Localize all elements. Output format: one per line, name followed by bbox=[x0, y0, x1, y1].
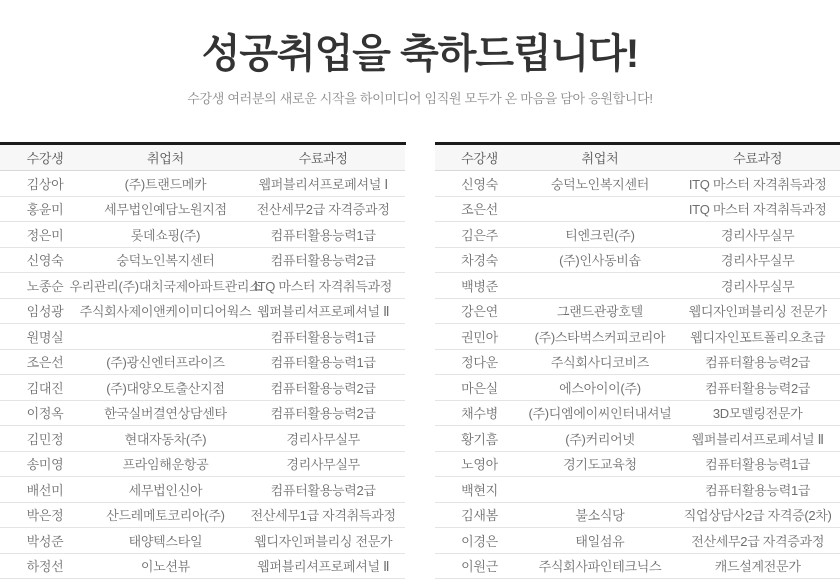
course-cell: 직업상담사2급 자격증(2차) bbox=[675, 503, 840, 529]
student-cell: 황기흠 bbox=[435, 426, 525, 452]
student-cell: 임성광 bbox=[0, 299, 90, 325]
student-cell: 권민아 bbox=[435, 324, 525, 350]
student-cell: 마은실 bbox=[435, 375, 525, 401]
employer-cell: 프라임해운항공 bbox=[90, 452, 241, 478]
employer-cell: 숭덕노인복지센터 bbox=[90, 248, 241, 274]
course-cell: ITQ 마스터 자격취득과정 bbox=[241, 273, 406, 299]
student-cell: 백현지 bbox=[435, 477, 525, 503]
course-cell: 컴퓨터활용능력1급 bbox=[675, 452, 840, 478]
page-title: 성공취업을 축하드립니다! bbox=[201, 32, 639, 76]
student-cell: 강은연 bbox=[435, 299, 525, 325]
course-cell: 컴퓨터활용능력2급 bbox=[675, 350, 840, 376]
course-cell: 웹퍼블리셔프로페셔널 Ⅱ bbox=[675, 426, 840, 452]
column-header-course: 수료과정 bbox=[675, 145, 840, 171]
course-cell: 웹디자인포트폴리오초급 bbox=[675, 324, 840, 350]
employer-cell bbox=[525, 273, 676, 299]
column-header-course: 수료과정 bbox=[241, 145, 406, 171]
course-cell: 3D모델링전문가 bbox=[675, 401, 840, 427]
student-cell: 차경숙 bbox=[435, 248, 525, 274]
column-header-employer: 취업처 bbox=[525, 145, 676, 171]
course-cell: 경리사무실무 bbox=[675, 222, 840, 248]
employer-cell: (주)스타벅스커피코리아 bbox=[525, 324, 676, 350]
student-cell: 배선미 bbox=[0, 477, 90, 503]
column-header-employer: 취업처 bbox=[90, 145, 241, 171]
employer-cell: 주식회사파인테크닉스 bbox=[525, 554, 676, 580]
course-cell: 캐드설계전문가 bbox=[675, 554, 840, 580]
student-cell: 신영숙 bbox=[435, 171, 525, 197]
student-cell: 박성준 bbox=[0, 528, 90, 554]
student-cell: 정다운 bbox=[435, 350, 525, 376]
course-cell: 전산세무1급 자격취득과정 bbox=[241, 503, 406, 529]
course-cell: 경리사무실무 bbox=[675, 273, 840, 299]
employer-cell: 현대자동차(주) bbox=[90, 426, 241, 452]
course-cell: ITQ 마스터 자격취득과정 bbox=[675, 197, 840, 223]
employer-cell: 에스아이이(주) bbox=[525, 375, 676, 401]
employer-cell: 주식회사제이앤케이미디어웍스 bbox=[90, 299, 241, 325]
student-cell: 이원근 bbox=[435, 554, 525, 580]
student-cell: 김대진 bbox=[0, 375, 90, 401]
course-cell: 웹디자인퍼블리싱 전문가 bbox=[675, 299, 840, 325]
employer-cell: 티엔크린(주) bbox=[525, 222, 676, 248]
student-cell: 송미영 bbox=[0, 452, 90, 478]
course-cell: 웹디자인퍼블리싱 전문가 bbox=[241, 528, 406, 554]
course-cell: 전산세무2급 자격증과정 bbox=[675, 528, 840, 554]
course-cell: 웹퍼블리셔프로페셔널 Ⅰ bbox=[241, 171, 406, 197]
course-cell: 경리사무실무 bbox=[675, 248, 840, 274]
student-cell: 박은정 bbox=[0, 503, 90, 529]
employer-cell: 이노션뷰 bbox=[90, 554, 241, 580]
course-cell: 경리사무실무 bbox=[241, 452, 406, 478]
column-header-student: 수강생 bbox=[0, 145, 90, 171]
course-cell: 컴퓨터활용능력2급 bbox=[241, 248, 406, 274]
employer-cell: (주)커리어넷 bbox=[525, 426, 676, 452]
employer-cell: 한국실버결연상담센타 bbox=[90, 401, 241, 427]
course-cell: 컴퓨터활용능력2급 bbox=[675, 375, 840, 401]
course-cell: 컴퓨터활용능력2급 bbox=[241, 401, 406, 427]
page-subtitle: 수강생 여러분의 새로운 시작을 하이미디어 임직원 모두가 온 마음을 담아 응원합니다! bbox=[187, 91, 653, 106]
course-cell: 컴퓨터활용능력1급 bbox=[241, 324, 406, 350]
employer-cell: 불소식당 bbox=[525, 503, 676, 529]
employer-cell: 주식회사디코비즈 bbox=[525, 350, 676, 376]
course-cell: 컴퓨터활용능력1급 bbox=[675, 477, 840, 503]
course-cell: 컴퓨터활용능력2급 bbox=[241, 477, 406, 503]
employer-cell: 숭덕노인복지센터 bbox=[525, 171, 676, 197]
employer-cell: (주)인사동비솝 bbox=[525, 248, 676, 274]
student-cell: 신영숙 bbox=[0, 248, 90, 274]
student-cell: 정은미 bbox=[0, 222, 90, 248]
student-cell: 이정옥 bbox=[0, 401, 90, 427]
employer-cell: (주)광신엔터프라이즈 bbox=[90, 350, 241, 376]
employer-cell: (주)디엠에이씨인터내셔널 bbox=[525, 401, 676, 427]
employment-table-left bbox=[0, 142, 406, 579]
student-cell: 김상아 bbox=[0, 171, 90, 197]
employer-cell bbox=[525, 477, 676, 503]
employer-cell: 롯데쇼핑(주) bbox=[90, 222, 241, 248]
student-cell: 김민정 bbox=[0, 426, 90, 452]
employer-cell: 경기도교육청 bbox=[525, 452, 676, 478]
student-cell: 이경은 bbox=[435, 528, 525, 554]
employment-tables bbox=[0, 142, 840, 579]
course-cell: 웹퍼블리셔프로페셔널 Ⅱ bbox=[241, 299, 406, 325]
student-cell: 원명실 bbox=[0, 324, 90, 350]
student-cell: 하정선 bbox=[0, 554, 90, 580]
course-cell: ITQ 마스터 자격취득과정 bbox=[675, 171, 840, 197]
student-cell: 조은선 bbox=[435, 197, 525, 223]
course-cell: 컴퓨터활용능력1급 bbox=[241, 350, 406, 376]
employer-cell bbox=[525, 197, 676, 223]
column-header-student: 수강생 bbox=[435, 145, 525, 171]
employment-table-right bbox=[435, 142, 840, 579]
employer-cell: 산드레메토코리아(주) bbox=[90, 503, 241, 529]
employer-cell: 세무법인예담노원지점 bbox=[90, 197, 241, 223]
course-cell: 경리사무실무 bbox=[241, 426, 406, 452]
employer-cell: 세무법인신아 bbox=[90, 477, 241, 503]
employer-cell: 그랜드관광호텔 bbox=[525, 299, 676, 325]
student-cell: 백병준 bbox=[435, 273, 525, 299]
course-cell: 전산세무2급 자격증과정 bbox=[241, 197, 406, 223]
student-cell: 김은주 bbox=[435, 222, 525, 248]
employer-cell: 태양텍스타일 bbox=[90, 528, 241, 554]
employer-cell bbox=[90, 324, 241, 350]
student-cell: 노영아 bbox=[435, 452, 525, 478]
course-cell: 웹퍼블리셔프로페셔널 Ⅱ bbox=[241, 554, 406, 580]
student-cell: 조은선 bbox=[0, 350, 90, 376]
student-cell: 홍윤미 bbox=[0, 197, 90, 223]
student-cell: 김새봄 bbox=[435, 503, 525, 529]
employer-cell: 태일섬유 bbox=[525, 528, 676, 554]
employer-cell: (주)트랜드메카 bbox=[90, 171, 241, 197]
hero-header bbox=[0, 0, 840, 106]
student-cell: 채수병 bbox=[435, 401, 525, 427]
course-cell: 컴퓨터활용능력1급 bbox=[241, 222, 406, 248]
employer-cell: (주)대양오토출산지점 bbox=[90, 375, 241, 401]
course-cell: 컴퓨터활용능력2급 bbox=[241, 375, 406, 401]
employer-cell: 우리관리(주)대치국제아파트관리소 bbox=[90, 273, 241, 299]
student-cell: 노종순 bbox=[0, 273, 90, 299]
